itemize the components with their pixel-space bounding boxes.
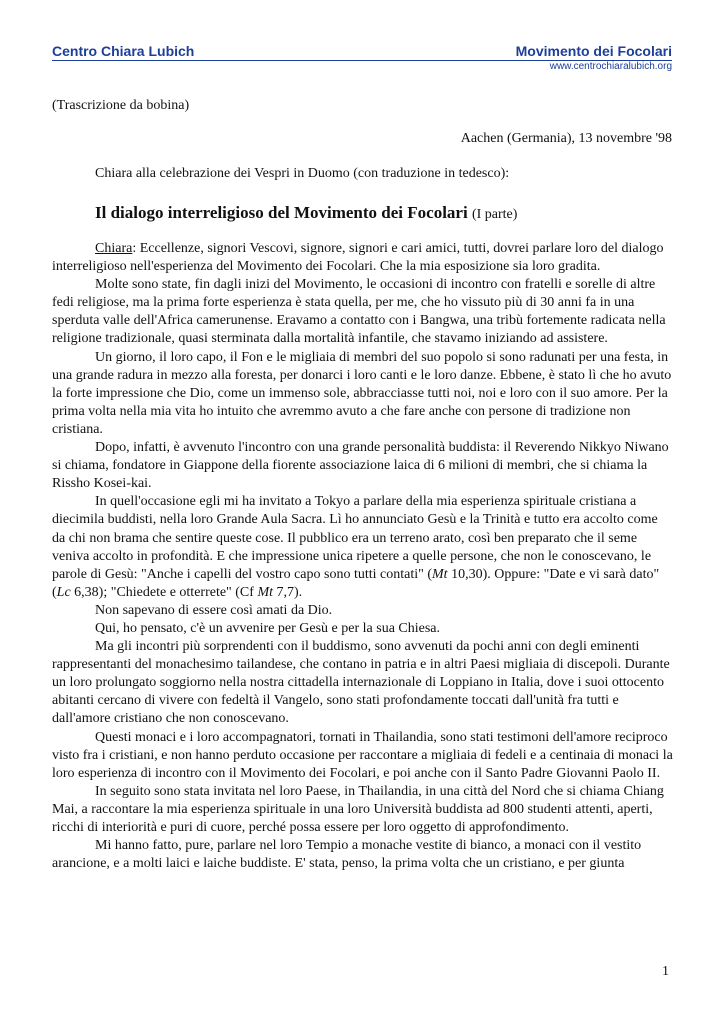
title-part: (I parte) (471, 207, 518, 222)
paragraph: Ma gli incontri più sorprendenti con il buddismo, sono avvenuti da pochi anni con degli eminenti rappresentanti del monachesimo tailandese, che contano in patria e in altri Paesi migliaia di discepoli. Durante un loro prolungato soggiorno nella nostra cittadella internazionale di Loppiano in Italia, dove i suoi ottocento abitanti cercano di vivere con fedeltà il Vangelo, sono stati profondamente toccati dall'unità fra tutti e dall'amore cristiano che non conoscevano. (52, 639, 670, 727)
speaker-name: Chiara (95, 241, 133, 256)
bible-ref: Mt (257, 584, 273, 600)
transcription-note: (Trascrizione da bobina) (52, 98, 190, 113)
paragraph: Mi hanno fatto, pure, parlare nel loro Tempio a monache vestite di bianco, a monaci con il vestito arancione, e a molti laici e laiche buddiste. E' stata, penso, la prima volta che un cristiano, e per giunta (52, 838, 642, 872)
header-url: www.centrochiaralubich.org (549, 61, 672, 72)
paragraph: Dopo, infatti, è avvenuto l'incontro con una grande personalità buddista: il Reverendo Nikkyo Niwano si chiama, fondatore in Giappone della fiorente associazione laica di 6 milioni di membri, che si chiama la Rissho Kosei-kai. (52, 440, 669, 492)
document-body (52, 240, 674, 873)
paragraph: Molte sono state, fin dagli inizi del Movimento, le occasioni di incontro con fratelli e sorelle di altre fedi religiose, ma la prima forte esperienza è stata quella, per me, che ho vissuto più di 30 anni fa in una sperduta valle dell'Africa camerunense. Eravamo a contatto con i Bangwa, una tribù fortemente radicata nella religione tradizionale, quasi sterminata dalla mortalità infantile, che stavamo iniziando ad assistere. (52, 277, 666, 347)
header-movement-name: Movimento dei Focolari (515, 43, 672, 59)
paragraph: Qui, ho pensato, c'è un avvenire per Gesù e per la sua Chiesa. (95, 620, 441, 636)
paragraph: Un giorno, il loro capo, il Fon e le migliaia di membri del suo popolo si sono radunati per una festa, in una grande radura in mezzo alla foresta, per donarci i loro canti e le loro danze. Ebbene, è stato lì che ho avuto la forte impressione che Dio, come un immenso sole, abbracciasse tutti noi, noi e loro con il suo amore. Per la prima volta nella mia vita ho intuito che avremmo avuto a che fare anche con persone di tradizione non cristiana. (52, 349, 672, 437)
paragraph-text: In quell'occasione egli mi ha invitato a Tokyo a parlare della mia esperienza spirituale cristiana a diecimila buddisti, nella loro Grande Aula Sacra. Lì ho annunciato Gesù e la Trinità e tutto era accolto come da chi non brama che sentire queste cose. Il pubblico era un terreno arato, così ben preparato che il seme veniva accolto in profondità. E che impressione unica ripetere a quelle persone, che non le conoscevano, le parole di Gesù: "Anche i capelli del vostro capo sono tutti contati" ( (52, 494, 658, 582)
title-text: Il dialogo interreligioso del Movimento dei Focolari (95, 203, 468, 222)
bible-ref: Mt (432, 566, 448, 582)
document-title (95, 203, 517, 223)
paragraph: In seguito sono stata invitata nel loro Paese, in Thailandia, in una città del Nord che si chiama Chiang Mai, a raccontare la mia esperienza spirituale in una loro Università buddista ad 800 studenti attenti, aperti, ricchi di interiorità e puri di cuore, perché possa essere per loro oggetto di approfondimento. (52, 783, 664, 835)
paragraph-text: 7,7). (273, 584, 303, 600)
paragraph: Questi monaci e i loro accompagnatori, tornati in Thailandia, sono stati testimoni dell'amore reciproco visto fra i cristiani, e non hanno perduto occasione per raccontare a migliaia di fedeli e a centinaia di monaci la loro esperienza di incontro con il Movimento dei Focolari, e poi anche con il Santo Padre Giovanni Paolo II. (52, 729, 673, 781)
paragraph (52, 493, 674, 602)
header-org-name: Centro Chiara Lubich (52, 43, 195, 59)
paragraph: Non sapevano di essere così amati da Dio. (95, 602, 333, 618)
intro-line: Chiara alla celebrazione dei Vespri in Duomo (con traduzione in tedesco): (95, 166, 510, 181)
bible-ref: Lc (56, 584, 71, 600)
page-number: 1 (662, 964, 669, 979)
paragraph-text: 10,30). Oppure: "Date e vi sarà dato" ( (52, 566, 660, 600)
paragraph-text: : Eccellenze, signori Vescovi, signore, signori e cari amici, tutti, dovrei parlare loro del dialogo interreligioso nell'esperienza del Movimento dei Focolari. Che la mia esposizione sia loro gradita. (52, 241, 664, 275)
paragraph (52, 240, 674, 276)
place-date: Aachen (Germania), 13 novembre '98 (460, 131, 672, 146)
paragraph-text: 6,38); "Chiedete e otterrete" (Cf (70, 584, 258, 600)
